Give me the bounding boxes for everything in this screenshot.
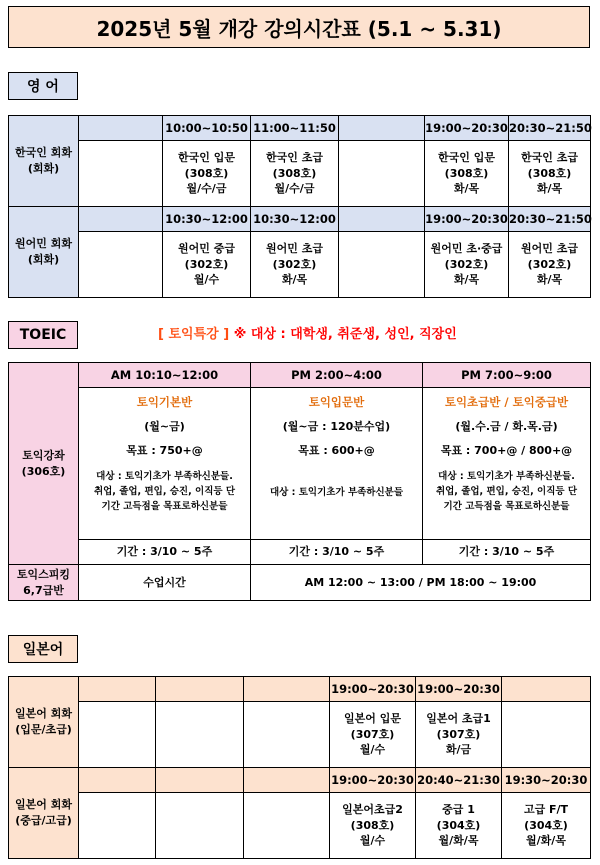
- section-label-japanese: 일본어: [8, 635, 78, 663]
- class-cell: [339, 232, 425, 298]
- period-cell: 기간 : 3/10 ~ 5주: [79, 540, 251, 565]
- time-cell: [79, 116, 163, 141]
- time-cell: [244, 768, 330, 793]
- speaking-time-label: 수업시간: [79, 565, 251, 601]
- class-cell: 한국인 초급 (308호) 월/수/금: [251, 141, 339, 207]
- class-cell: 일본어 초급1 (307호) 화/금: [416, 702, 502, 768]
- time-cell: [339, 116, 425, 141]
- class-cell: 원어민 초급 (302호) 화/목: [509, 232, 591, 298]
- course-name: 토익입문반: [308, 395, 365, 409]
- period-cell: 기간 : 3/10 ~ 5주: [251, 540, 423, 565]
- time-cell: 10:00~10:50: [163, 116, 251, 141]
- row-label-japanese-advanced: 일본어 회화 (중급/고급): [9, 768, 79, 859]
- row-label-toeic-speaking: 토익스피킹 6,7급반: [9, 565, 79, 601]
- class-cell: 원어민 초·중급 (302호) 화/목: [425, 232, 509, 298]
- section-label-english: 영 어: [8, 72, 78, 100]
- course-detail-cell: 토익초급반 / 토익중급반 (월.수.금 / 화.목.금) 목표 : 700+@ / 800+@ 대상 : 토익기초가 부족하신분들. 취업, 졸업, 편입, 승진, 이직등 단 기간 고득점을 목표로하신분들: [423, 388, 591, 540]
- toeic-notice: [158, 323, 578, 342]
- section-label-toeic: TOEIC: [8, 321, 78, 349]
- time-cell: 20:30~21:50: [509, 207, 591, 232]
- time-cell: PM 7:00~9:00: [423, 363, 591, 388]
- time-cell: 10:30~12:00: [163, 207, 251, 232]
- class-cell: [502, 702, 591, 768]
- time-cell: 20:40~21:30: [416, 768, 502, 793]
- time-cell: [339, 207, 425, 232]
- class-cell: 한국인 입문 (308호) 화/목: [425, 141, 509, 207]
- time-cell: 19:00~20:30: [425, 207, 509, 232]
- class-cell: [339, 141, 425, 207]
- class-cell: [79, 232, 163, 298]
- class-cell: [244, 793, 330, 859]
- class-cell: [79, 141, 163, 207]
- time-cell: [79, 677, 156, 702]
- time-cell: 19:30~20:30: [502, 768, 591, 793]
- time-cell: 19:00~20:30: [425, 116, 509, 141]
- time-cell: [156, 677, 244, 702]
- class-cell: 일본어 입문 (307호) 월/수: [330, 702, 416, 768]
- time-cell: 19:00~20:30: [330, 677, 416, 702]
- row-label-japanese-beginner: 일본어 회화 (입문/초급): [9, 677, 79, 768]
- class-cell: 원어민 중급 (302호) 월/수: [163, 232, 251, 298]
- class-cell: 고급 F/T (304호) 월/화/목: [502, 793, 591, 859]
- course-name: 토익기본반: [136, 395, 193, 409]
- japanese-timetable: [8, 676, 591, 859]
- class-cell: 원어민 초급 (302호) 화/목: [251, 232, 339, 298]
- course-detail-cell: 토익기본반 (월~금) 목표 : 750+@ 대상 : 토익기초가 부족하신분들. 취업, 졸업, 편입, 승진, 이직등 단 기간 고득점을 목표로하신분들: [79, 388, 251, 540]
- time-cell: 10:30~12:00: [251, 207, 339, 232]
- english-timetable: [8, 115, 591, 298]
- row-label-korean-conversation: 한국인 회화 (회화): [9, 116, 79, 207]
- time-cell: PM 2:00~4:00: [251, 363, 423, 388]
- class-cell: [156, 793, 244, 859]
- time-cell: [156, 768, 244, 793]
- class-cell: [244, 702, 330, 768]
- time-cell: [244, 677, 330, 702]
- course-detail-cell: 토익입문반 (월~금 : 120분수업) 목표 : 600+@ 대상 : 토익기초가 부족하신분들: [251, 388, 423, 540]
- class-cell: 일본어초급2 (308호) 월/수: [330, 793, 416, 859]
- class-cell: 한국인 초급 (308호) 화/목: [509, 141, 591, 207]
- time-cell: [79, 207, 163, 232]
- row-label-toeic-course: 토익강좌 (306호): [9, 363, 79, 565]
- row-label-native-conversation: 원어민 회화 (회화): [9, 207, 79, 298]
- class-cell: [79, 702, 156, 768]
- class-cell: [79, 793, 156, 859]
- notice-bracket: [ 토익특강 ]: [158, 327, 230, 342]
- speaking-time: AM 12:00 ~ 13:00 / PM 18:00 ~ 19:00: [251, 565, 591, 601]
- time-cell: 20:30~21:50: [509, 116, 591, 141]
- time-cell: [502, 677, 591, 702]
- notice-target: ※ 대상 : 대학생, 취준생, 성인, 직장인: [233, 327, 457, 342]
- time-cell: 11:00~11:50: [251, 116, 339, 141]
- course-name: 토익초급반 / 토익중급반: [444, 395, 569, 409]
- time-cell: 19:00~20:30: [416, 677, 502, 702]
- class-cell: 중급 1 (304호) 월/화/목: [416, 793, 502, 859]
- class-cell: [156, 702, 244, 768]
- page-title: 2025년 5월 개강 강의시간표 (5.1 ~ 5.31): [8, 6, 590, 48]
- time-cell: AM 10:10~12:00: [79, 363, 251, 388]
- time-cell: 19:00~20:30: [330, 768, 416, 793]
- time-cell: [79, 768, 156, 793]
- class-cell: 한국인 입문 (308호) 월/수/금: [163, 141, 251, 207]
- toeic-timetable: [8, 362, 591, 601]
- period-cell: 기간 : 3/10 ~ 5주: [423, 540, 591, 565]
